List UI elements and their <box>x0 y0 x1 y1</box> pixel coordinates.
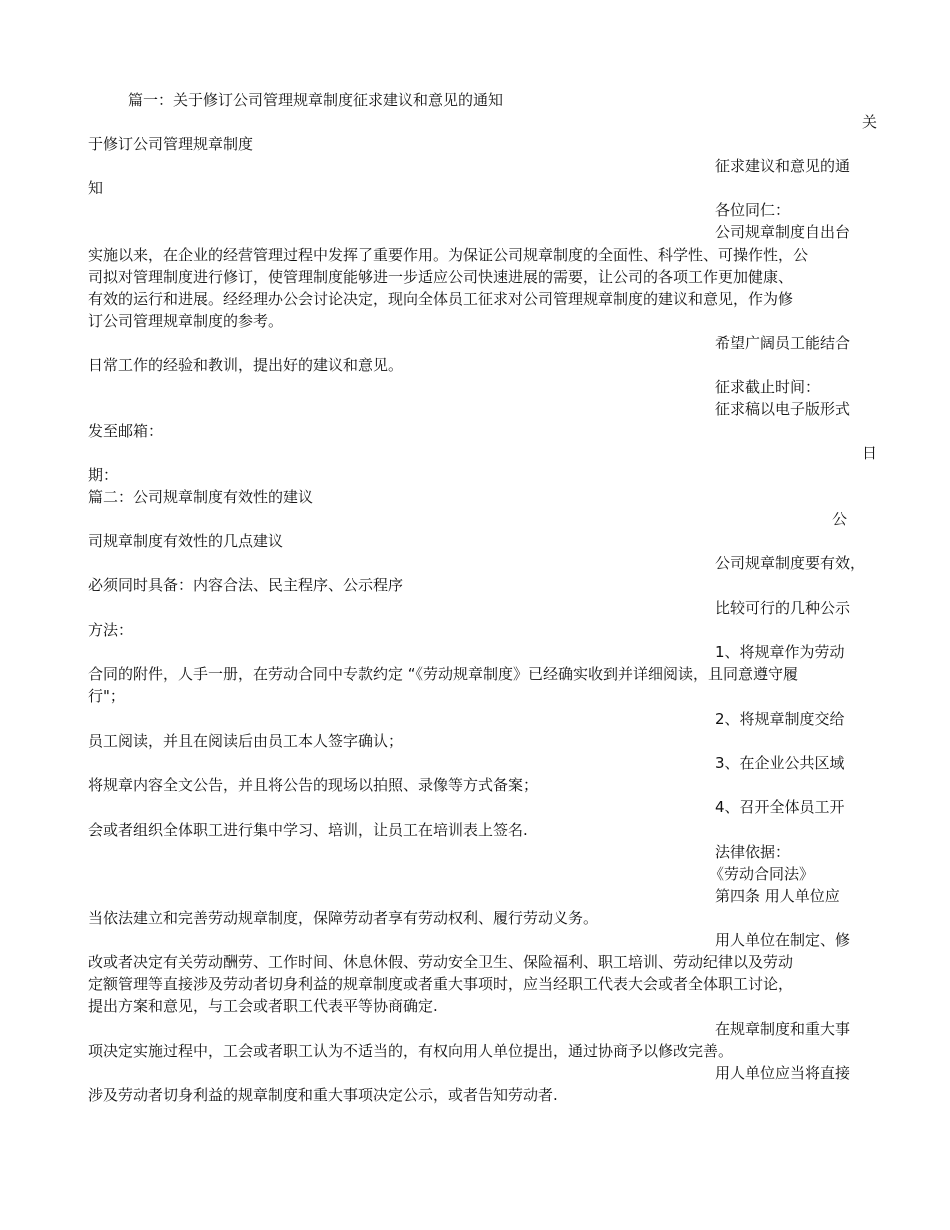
text-line: 将规章内容全文公告，并且将公告的现场以拍照、录像等方式备案； <box>88 776 539 794</box>
text-line: 发至邮箱： <box>88 422 164 440</box>
text-line: 会或者组织全体职工进行集中学习、培训，让员工在培训表上签名. <box>88 821 528 839</box>
section-1-title: 篇一：关于修订公司管理规章制度征求建议和意见的通知 <box>128 91 504 109</box>
text-line: 日 <box>862 444 878 462</box>
text-line: 4、召开全体员工开 <box>715 798 845 816</box>
text-line: 订公司管理规章制度的参考。 <box>88 312 284 330</box>
text-line: 各位同仁： <box>715 201 791 219</box>
text-line: 用人单位应当将直接 <box>715 1064 851 1082</box>
text-line: 期： <box>88 466 119 484</box>
text-line: 1、将规章作为劳动 <box>715 643 845 661</box>
section-2-title: 篇二：公司规章制度有效性的建议 <box>88 488 314 506</box>
text-line: 当依法建立和完善劳动规章制度，保障劳动者享有劳动权利、履行劳动义务。 <box>88 909 599 927</box>
text-line: 方法： <box>88 621 134 639</box>
text-line: 公 <box>832 510 848 528</box>
text-line: 公司规章制度要有效， <box>715 554 866 572</box>
text-line: 3、在企业公共区域 <box>715 754 845 772</box>
text-line: 法律依据： <box>715 843 791 861</box>
text-line: 公司规章制度自出台 <box>715 223 851 241</box>
text-line: 项决定实施过程中，工会或者职工认为不适当的，有权向用人单位提出，通过协商予以修改完善。 <box>88 1042 734 1060</box>
text-line: 比较可行的几种公示 <box>715 599 851 617</box>
text-line: 日常工作的经验和教训，提出好的建议和意见。 <box>88 356 404 374</box>
text-line: 征求建议和意见的通 <box>715 157 851 175</box>
text-line: 《劳动合同法》 <box>709 865 815 883</box>
text-line: 2、将规章制度交给 <box>715 710 845 728</box>
text-line: 希望广阔员工能结合 <box>715 334 851 352</box>
text-line: 实施以来，在企业的经营管理过程中发挥了重要作用。为保证公司规章制度的全面性、科学性、可操作性，公 <box>88 246 809 264</box>
text-line: 提出方案和意见，与工会或者职工代表平等协商确定. <box>88 997 438 1015</box>
text-line: 有效的运行和进展。经经理办公会讨论决定，现向全体员工征求对公司管理规章制度的建议和意见，作为修 <box>88 290 794 308</box>
text-line: 定额管理等直接涉及劳动者切身利益的规章制度或者重大事项时，应当经职工代表大会或者全体职工讨论， <box>88 975 794 993</box>
text-line: 涉及劳动者切身利益的规章制度和重大事项决定公示，或者告知劳动者. <box>88 1086 558 1104</box>
text-line: 行"； <box>88 687 125 705</box>
text-line: 关 <box>862 113 878 131</box>
text-line: 司规章制度有效性的几点建议 <box>88 532 284 550</box>
text-line: 征求稿以电子版形式 <box>715 400 851 418</box>
text-line: 于修订公司管理规章制度 <box>88 135 254 153</box>
text-line: 司拟对管理制度进行修订，使管理制度能够进一步适应公司快速进展的需要，让公司的各项工作更加健康、 <box>88 268 794 286</box>
text-line: 用人单位在制定、修 <box>715 931 851 949</box>
text-line: 第四条 用人单位应 <box>715 887 840 905</box>
text-line: 改或者决定有关劳动酬劳、工作时间、休息休假、劳动安全卫生、保险福利、职工培训、劳动纪律以及劳动 <box>88 953 794 971</box>
text-line: 在规章制度和重大事 <box>715 1020 851 1038</box>
text-line: 员工阅读，并且在阅读后由员工本人签字确认； <box>88 732 404 750</box>
text-line: 知 <box>88 179 104 197</box>
text-line: 合同的附件，人手一册，在劳动合同中专款约定 “《劳动规章制度》已经确实收到并详细阅读，且同意遵守履 <box>88 665 799 683</box>
text-line: 必须同时具备：内容合法、民主程序、公示程序 <box>88 576 404 594</box>
text-line: 征求截止时间： <box>715 378 821 396</box>
